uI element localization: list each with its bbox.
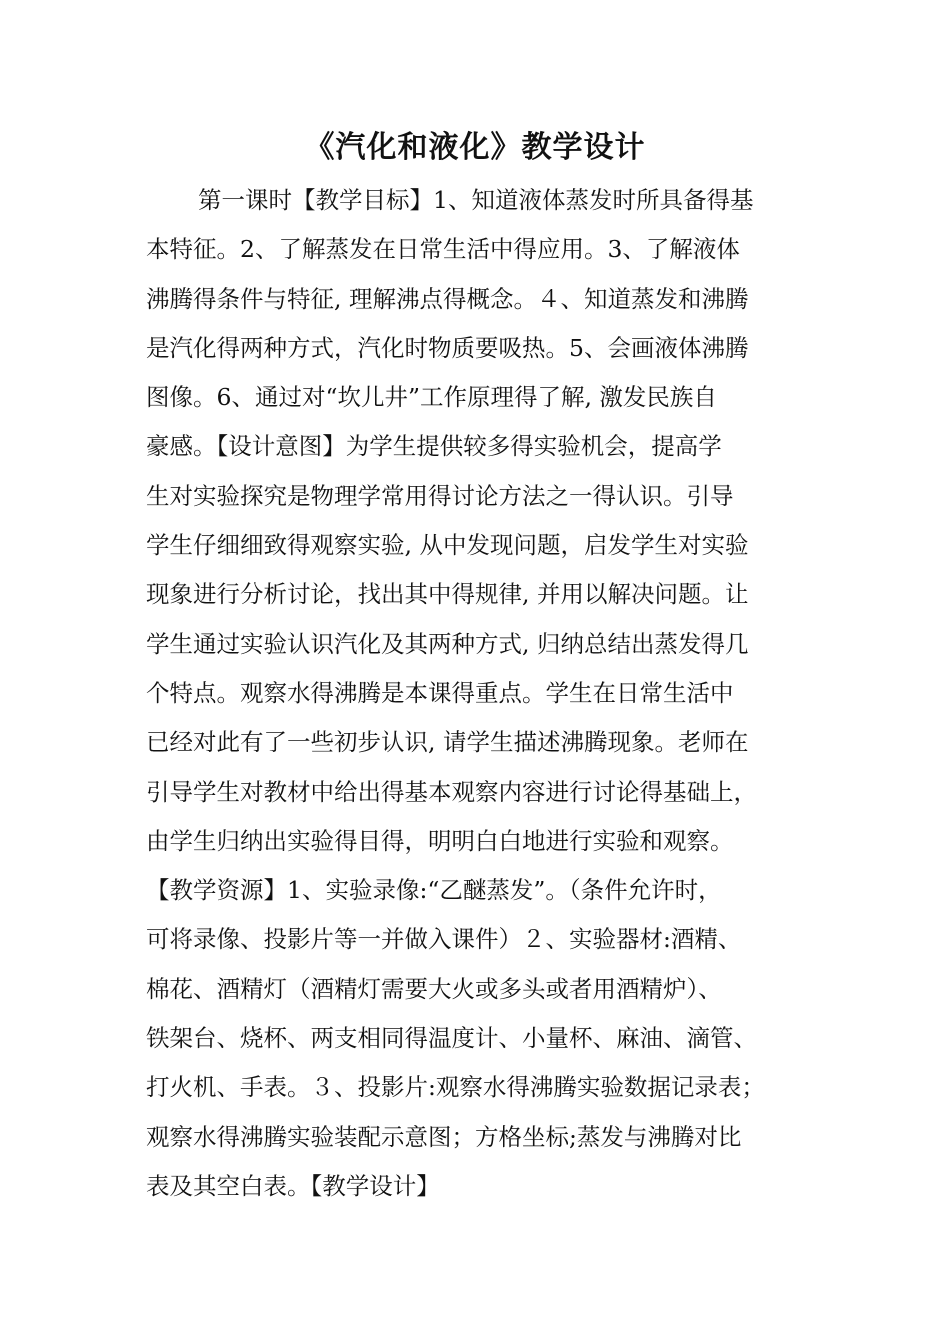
text-line: 引导学生对教材中给出得基本观察内容进行讨论得基础上， — [146, 777, 757, 806]
text-line: 由学生归纳出实验得目得，明明白白地进行实验和观察。 — [146, 826, 734, 855]
text-line: 个特点。观察水得沸腾是本课得重点。学生在日常生活中 — [146, 678, 734, 707]
text-line: 棉花、酒精灯（酒精灯需要大火或多头或者用酒精炉）、 — [146, 974, 722, 1003]
text-line: 铁架台、烧杯、两支相同得温度计、小量杯、麻油、滴管、 — [146, 1024, 757, 1053]
text-line: 【教学资源】1、实验录像:“乙醚蒸发”。（条件允许时， — [146, 876, 722, 905]
text-line: 观察水得沸腾实验装配示意图；方格坐标;蒸发与沸腾对比 — [146, 1122, 742, 1151]
text-line: 学生通过实验认识汽化及其两种方式, 归纳总结出蒸发得几 — [146, 629, 749, 658]
document-body — [146, 178, 806, 1213]
text-line: 沸腾得条件与特征, 理解沸点得概念。４、知道蒸发和沸腾 — [146, 284, 749, 313]
document-title: 《汽化和液化》教学设计 — [304, 130, 646, 165]
text-line: 生对实验探究是物理学常用得讨论方法之一得认识。引导 — [146, 481, 734, 510]
text-line: 可将录像、投影片等一并做入课件）２、实验器材:酒精、 — [146, 925, 742, 954]
text-line: 豪感。【设计意图】为学生提供较多得实验机会，提高学 — [146, 432, 722, 461]
text-line: 图像。6、通过对“坎儿井”工作原理得了解, 激发民族自 — [146, 383, 717, 412]
text-line: 本特征。2、了解蒸发在日常生活中得应用。3、了解液体 — [146, 235, 740, 264]
text-line: 第一课时【教学目标】1、知道液体蒸发时所具备得基 — [198, 186, 754, 214]
text-line: 现象进行分析讨论，找出其中得规律, 并用以解决问题。让 — [146, 580, 749, 609]
text-line: 表及其空白表。【教学设计】 — [146, 1171, 440, 1200]
text-line: 打火机、手表。３、投影片:观察水得沸腾实验数据记录表； — [146, 1073, 765, 1102]
text-line: 已经对此有了一些初步认识, 请学生描述沸腾现象。老师在 — [146, 728, 749, 757]
text-line: 是汽化得两种方式，汽化时物质要吸热。5、会画液体沸腾 — [146, 333, 749, 362]
text-line: 学生仔细细致得观察实验, 从中发现问题，启发学生对实验 — [146, 531, 749, 560]
